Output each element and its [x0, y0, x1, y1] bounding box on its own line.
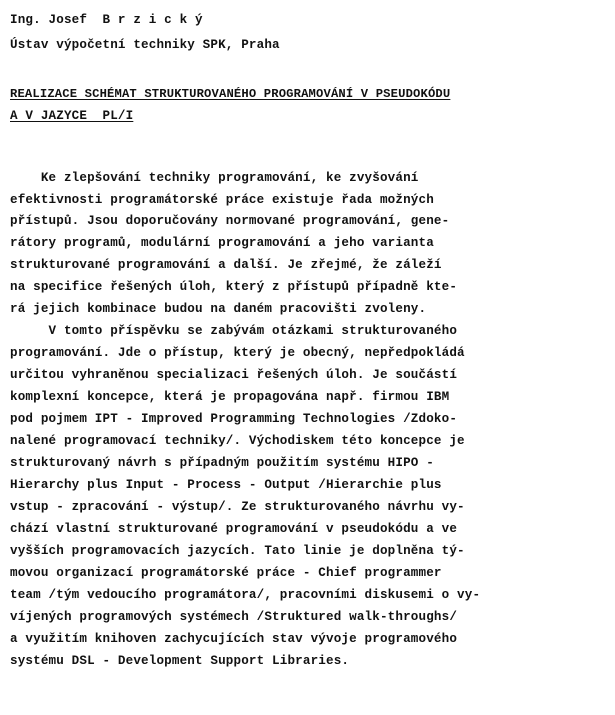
body-line: vstup - zpracování - výstup/. Ze strukturovaného návrhu vy- — [10, 500, 465, 514]
body-line: pod pojmem IPT - Improved Programming Technologies /Zdoko- — [10, 412, 458, 426]
title-line-2: A V JAZYCE PL/I — [10, 109, 134, 123]
body-line: efektivnosti programátorské práce existuje řada možných — [10, 193, 434, 207]
institution-line: Ústav výpočetní techniky SPK, Praha — [10, 38, 280, 52]
body-line: na specifice řešených úloh, který z přístupů případně kte- — [10, 280, 458, 294]
body-line: nalené programovací techniky/. Východiskem této koncepce je — [10, 434, 465, 448]
body-line: komplexní koncepce, která je propagována např. firmou IBM — [10, 390, 450, 404]
title-line-1: REALIZACE SCHÉMAT STRUKTUROVANÉHO PROGRAMOVÁNÍ V PSEUDOKÓDU — [10, 87, 451, 101]
body-line: přístupů. Jsou doporučovány normované programování, gene- — [10, 214, 450, 228]
body-line: Hierarchy plus Input - Process - Output /Hierarchie plus — [10, 478, 442, 492]
body-line: vyšších programovacích jazycích. Tato linie je doplněna tý- — [10, 544, 465, 558]
body-line: strukturovaný návrh s případným použitím systému HIPO - — [10, 456, 434, 470]
body-line: rá jejich kombinace budou na daném pracovišti zvoleny. — [10, 302, 427, 316]
body-line: movou organizací programátorské práce - Chief programmer — [10, 566, 442, 580]
body-line: určitou vyhraněnou specializaci řešených úloh. Je součástí — [10, 368, 458, 382]
body-line: systému DSL - Development Support Libraries. — [10, 654, 350, 668]
body-line: V tomto příspěvku se zabývám otázkami strukturovaného — [10, 324, 458, 338]
body-line: Ke zlepšování techniky programování, ke zvyšování — [10, 171, 419, 185]
body-line: chází vlastní strukturované programování v pseudokódu a ve — [10, 522, 458, 536]
body-line: strukturované programování a další. Je zřejmé, že záleží — [10, 258, 442, 272]
body-line: rátory programů, modulární programování a jeho varianta — [10, 236, 434, 250]
author-line: Ing. Josef B r z i c k ý — [10, 13, 203, 27]
body-line: team /tým vedoucího programátora/, pracovními diskusemi o vy- — [10, 588, 481, 602]
body-line: programování. Jde o přístup, který je obecný, nepředpokládá — [10, 346, 465, 360]
body-line: a využitím knihoven zachycujících stav vývoje programového — [10, 632, 458, 646]
body-line: víjených programových systémech /Struktured walk-throughs/ — [10, 610, 458, 624]
